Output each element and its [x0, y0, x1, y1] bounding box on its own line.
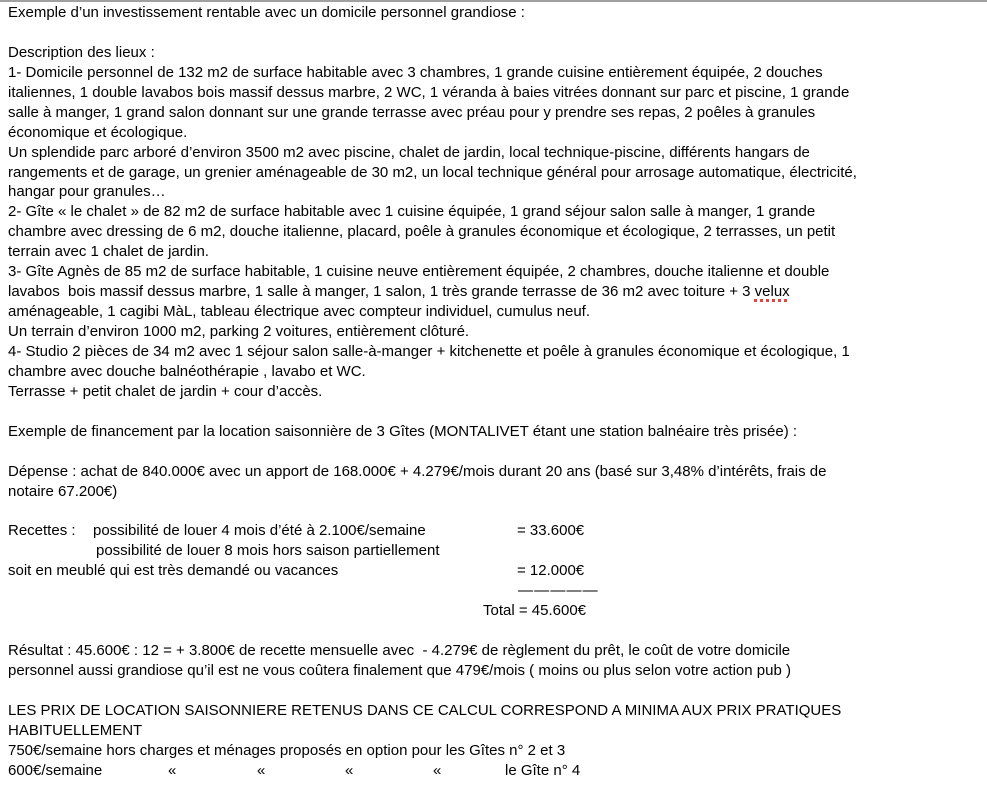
- blank-line: [8, 621, 987, 641]
- recettes-item-3: soit en meublé qui est très demandé ou vacances: [8, 562, 339, 580]
- doc-line-gite-chalet: terrain avec 1 chalet de jardin.: [8, 243, 209, 261]
- description-heading: Description des lieux :: [8, 43, 155, 61]
- doc-line-domicile: italiennes, 1 double lavabos bois massif dessus marbre, 2 WC, 1 véranda à baies vitrées donnant sur parc et piscine, 1 grande: [8, 83, 850, 101]
- doc-line-domicile: 1- Domicile personnel de 132 m2 de surface habitable avec 3 chambres, 1 grande cuisine entièrement équipée, 2 douches: [8, 63, 823, 81]
- doc-line-parc: Un splendide parc arboré d’environ 3500 m2 avec piscine, chalet de jardin, local technique-piscine, différents hangars de: [8, 143, 810, 161]
- recettes-value-3: = 12.000€: [517, 562, 585, 580]
- blank-line: [8, 681, 987, 701]
- blank-line: [8, 402, 987, 422]
- prix-caps-line: HABITUELLEMENT: [8, 721, 143, 739]
- doc-line-gite-agnes: 3- Gîte Agnès de 85 m2 de surface habitable, 1 cuisine neuve entièrement équipée, 2 chambres, douche italienne et double: [8, 263, 830, 281]
- recettes-row-2: [8, 541, 987, 561]
- recettes-value-1: = 33.600€: [517, 522, 585, 540]
- doc-line-parc: hangar pour granules…: [8, 183, 166, 201]
- recettes-separator-row: [8, 581, 987, 601]
- doc-line-studio: 4- Studio 2 pièces de 34 m2 avec 1 séjour salon salle-à-manger + kitchenette et poêle à granules économique et écologique, 1: [8, 342, 850, 360]
- doc-line-gite-agnes: [8, 282, 987, 302]
- doc-line-domicile: économique et écologique.: [8, 123, 188, 141]
- resultat-line: personnel aussi grandiose qu’il est ne vous coûtera finalement que 479€/mois ( moins ou plus selon votre action pub ): [8, 661, 791, 679]
- recettes-total: Total = 45.600€: [483, 602, 587, 620]
- tarif-gite4-label: le Gîte n° 4: [505, 761, 581, 779]
- tarif-gite4-price: 600€/semaine: [8, 761, 103, 779]
- recettes-row-3: [8, 561, 987, 581]
- financement-intro-line: Exemple de financement par la location saisonnière de 3 Gîtes (MONTALIVET étant une station balnéaire très prisée) :: [8, 422, 798, 440]
- doc-line-gite-chalet: 2- Gîte « le chalet » de 82 m2 de surface habitable avec 1 cuisine équipée, 1 grand séjour salon salle à manger, 1 grande: [8, 203, 816, 221]
- tarif-gites23-line: 750€/semaine hors charges et ménages proposés en option pour les Gîtes n° 2 et 3: [8, 741, 566, 759]
- intro-line: Exemple d’un investissement rentable avec un domicile personnel grandiose :: [8, 4, 525, 21]
- recettes-row-1: [8, 521, 987, 541]
- recettes-separator: — — — — —: [518, 582, 597, 600]
- line-text: lavabos bois massif dessus marbre, 1 salle à manger, 1 salon, 1 très grande terrasse de 36 m2 avec toiture + 3: [8, 283, 755, 301]
- doc-line-gite-agnes: Un terrain d’environ 1000 m2, parking 2 voitures, entièrement clôturé.: [8, 323, 470, 340]
- doc-line-gite-agnes: aménageable, 1 cagibi MàL, tableau électrique avec compteur individuel, cumulus neuf.: [8, 303, 591, 321]
- ditto-mark: «: [433, 761, 442, 779]
- ditto-mark: «: [345, 761, 354, 779]
- depense-line: notaire 67.200€): [8, 482, 118, 500]
- misspelled-word-velux: velux: [754, 283, 790, 301]
- doc-line-gite-chalet: chambre avec dressing de 6 m2, douche italienne, placard, poêle à granules économique et écologique, 2 terrasses, un petit: [8, 223, 836, 241]
- blank-line: [8, 23, 987, 43]
- doc-line-domicile: salle à manger, 1 grand salon donnant sur une grande terrasse avec préau pour y prendre ses repas, 2 poêles à granules: [8, 103, 816, 121]
- blank-line: [8, 501, 987, 521]
- blank-line: [8, 442, 987, 462]
- tarif-gite4-line: [8, 761, 987, 781]
- ditto-mark: «: [168, 761, 177, 779]
- doc-line-studio: chambre avec douche balnéothérapie , lavabo et WC.: [8, 362, 366, 380]
- doc-line-parc: rangements et de garage, un grenier aménageable de 30 m2, un local technique général pour arrosage automatique, électricité,: [8, 163, 857, 181]
- prix-caps-line: LES PRIX DE LOCATION SAISONNIERE RETENUS DANS CE CALCUL CORRESPOND A MINIMA AUX PRIX PRATIQUES: [8, 701, 842, 719]
- ditto-mark: «: [257, 761, 266, 779]
- recettes-item-2: possibilité de louer 8 mois hors saison partiellement: [96, 542, 440, 560]
- doc-line-studio: Terrasse + petit chalet de jardin + cour d’accès.: [8, 382, 323, 400]
- recettes-label: Recettes :: [8, 522, 76, 540]
- recettes-total-row: [8, 601, 987, 621]
- depense-line: Dépense : achat de 840.000€ avec un apport de 168.000€ + 4.279€/mois durant 20 ans (basé sur 3,48% d’intérêts, frais de: [8, 462, 827, 480]
- resultat-line: Résultat : 45.600€ : 12 = + 3.800€ de recette mensuelle avec - 4.279€ de règlement du prêt, le coût de votre domicile: [8, 642, 791, 659]
- recettes-item-1: possibilité de louer 4 mois d’été à 2.100€/semaine: [93, 522, 426, 540]
